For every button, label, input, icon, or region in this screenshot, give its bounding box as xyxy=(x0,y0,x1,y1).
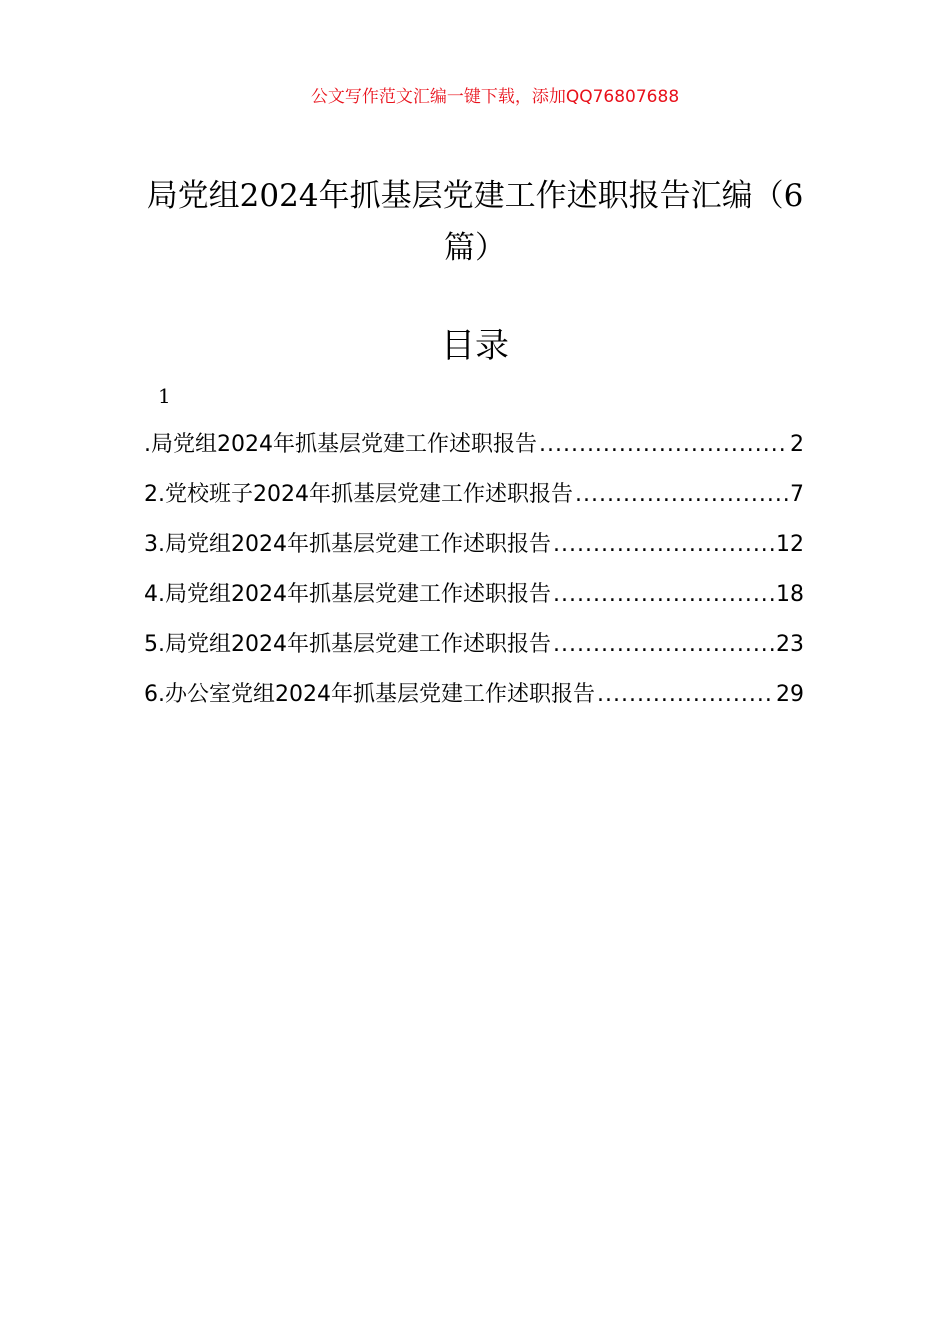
toc-page-number: 18 xyxy=(776,582,804,607)
toc-entry-2[interactable] xyxy=(144,478,804,528)
download-banner: 公文写作范文汇编一键下载，添加QQ76807688 xyxy=(310,87,680,107)
toc-page-number: 7 xyxy=(790,482,804,507)
toc-heading: 目录 xyxy=(441,326,509,366)
toc-entry-4[interactable] xyxy=(144,578,804,628)
toc-page-number: 23 xyxy=(776,632,804,657)
toc-dot-leader xyxy=(539,428,788,462)
toc-entry-3[interactable] xyxy=(144,528,804,578)
toc-dot-leader xyxy=(575,478,788,512)
toc-page-number: 12 xyxy=(776,532,804,557)
toc-dot-leader xyxy=(553,628,774,662)
toc-dot-leader xyxy=(597,678,774,712)
table-of-contents xyxy=(144,428,804,728)
toc-entry-title: .局党组2024年抓基层党建工作述职报告 xyxy=(144,432,537,457)
toc-entry-1[interactable] xyxy=(144,428,804,478)
toc-entry-5[interactable] xyxy=(144,628,804,678)
toc-entry-title: 6.办公室党组2024年抓基层党建工作述职报告 xyxy=(144,682,595,707)
toc-dot-leader xyxy=(553,578,774,612)
toc-item-number-1: 1 xyxy=(158,384,171,408)
toc-dot-leader xyxy=(553,528,774,562)
toc-page-number: 29 xyxy=(776,682,804,707)
toc-entry-title: 2.党校班子2024年抓基层党建工作述职报告 xyxy=(144,482,573,507)
toc-entry-title: 4.局党组2024年抓基层党建工作述职报告 xyxy=(144,582,551,607)
toc-page-number: 2 xyxy=(790,432,804,457)
toc-entry-title: 3.局党组2024年抓基层党建工作述职报告 xyxy=(144,532,551,557)
toc-entry-title: 5.局党组2024年抓基层党建工作述职报告 xyxy=(144,632,551,657)
toc-entry-6[interactable] xyxy=(144,678,804,728)
document-title: 局党组2024年抓基层党建工作述职报告汇编（6篇） xyxy=(146,178,804,266)
